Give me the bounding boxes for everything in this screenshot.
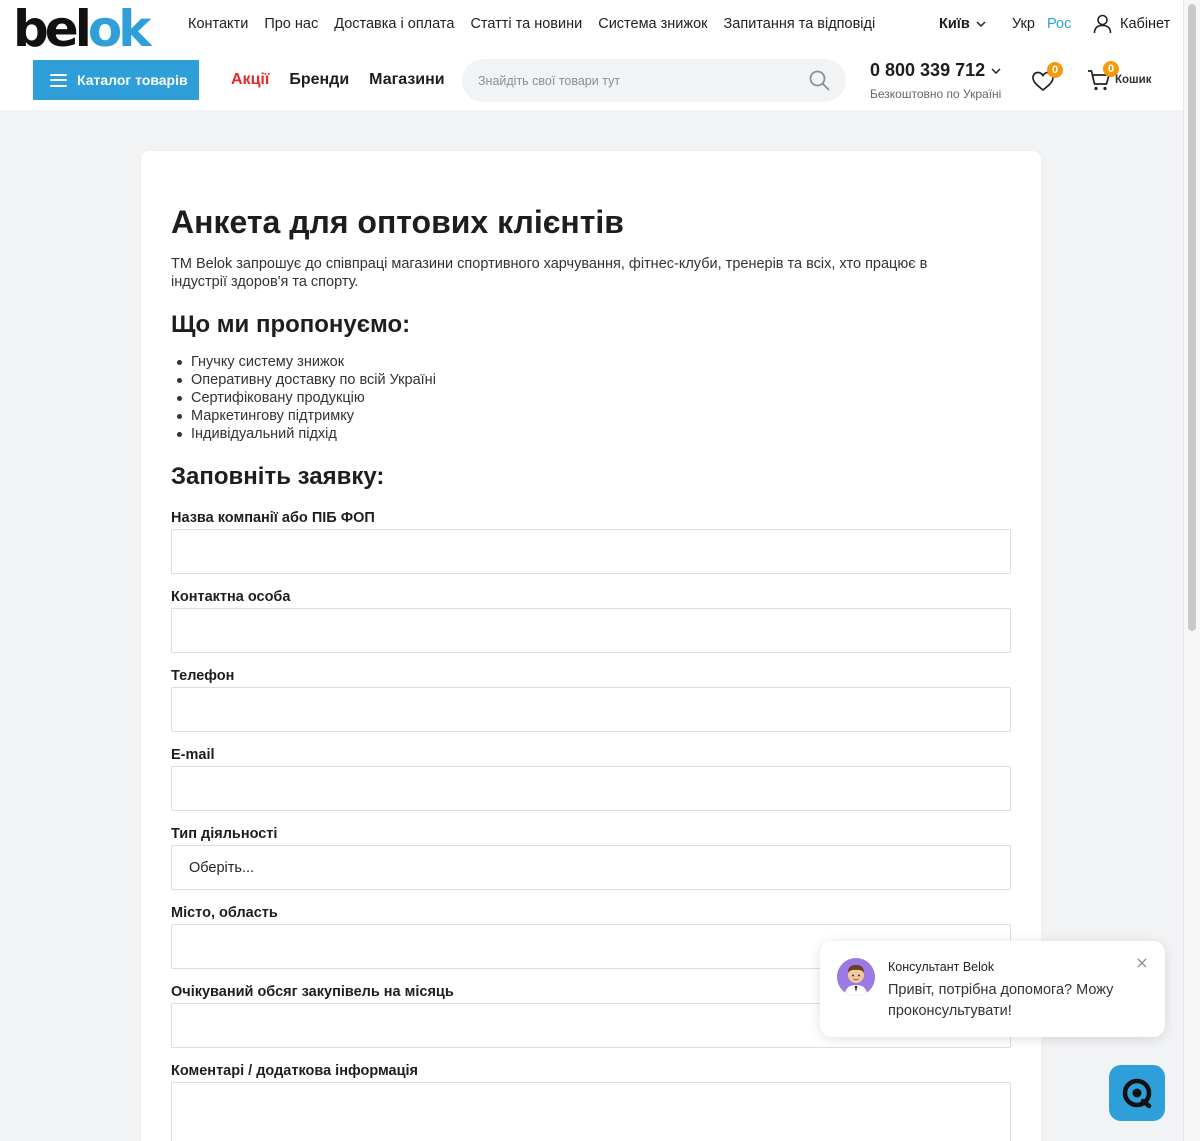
chat-icon xyxy=(1121,1077,1153,1109)
activity-type-select[interactable] xyxy=(171,845,1011,890)
wishlist-button[interactable] xyxy=(1031,64,1059,92)
intro-text: ТМ Belok запрошує до співпраці магазини спортивного харчування, фітнес-клуби, тренерів та всіх, хто працює в індустрії здоров'я та спорту. xyxy=(171,256,928,290)
comment-field[interactable] xyxy=(171,1082,1011,1141)
chat-consultant-name: Консультант Belok xyxy=(888,960,995,974)
top-nav xyxy=(188,16,875,32)
search-input[interactable] xyxy=(478,74,809,88)
main-nav xyxy=(231,71,445,89)
lang-ukr[interactable]: Укр xyxy=(1012,16,1035,32)
city-label: Київ xyxy=(939,16,970,32)
comment-label: Коментарі / додаткова інформація xyxy=(171,1063,418,1079)
contact-person-input[interactable] xyxy=(172,609,1010,652)
list-item: Маркетингову підтримку xyxy=(177,407,436,425)
top-nav-delivery[interactable]: Доставка і оплата xyxy=(334,16,455,32)
email-input[interactable] xyxy=(172,767,1010,810)
user-icon xyxy=(1093,14,1112,34)
language-switcher xyxy=(1012,16,1071,32)
purchase-volume-label: Очікуваний обсяг закупівель на місяць xyxy=(171,984,454,1000)
menu-icon xyxy=(50,74,67,87)
cabinet-link[interactable] xyxy=(1093,14,1170,34)
top-nav-articles[interactable]: Статті та новини xyxy=(470,16,583,32)
phone-label: Телефон xyxy=(171,668,235,684)
list-item: Оперативну доставку по всій Україні xyxy=(177,371,436,389)
search-bar xyxy=(462,59,846,102)
phone-field xyxy=(171,687,1011,732)
logo-text-bel: bel xyxy=(13,0,88,58)
list-item: Сертифіковану продукцію xyxy=(177,389,436,407)
chat-message: Привіт, потрібна допомога? Можу проконсультувати! xyxy=(888,982,1114,1019)
catalog-button-label: Каталог товарів xyxy=(77,72,188,88)
site-header xyxy=(0,0,1183,110)
list-item: Гнучку систему знижок xyxy=(177,353,436,371)
cart-button[interactable] xyxy=(1087,63,1152,91)
company-label: Назва компанії або ПІБ ФОП xyxy=(171,510,375,526)
consultant-avatar xyxy=(837,958,875,996)
wishlist-count-badge: 0 xyxy=(1047,62,1063,78)
top-nav-contacts[interactable]: Контакти xyxy=(188,16,249,32)
phone-block xyxy=(870,60,1001,101)
email-label: E-mail xyxy=(171,747,215,763)
logo-text-ok: ok xyxy=(87,0,148,58)
close-icon[interactable] xyxy=(1136,957,1148,969)
belok-logo[interactable] xyxy=(13,0,148,58)
city-region-label: Місто, область xyxy=(171,905,278,921)
nav-stores[interactable]: Магазини xyxy=(369,71,445,88)
form-heading: Заповніть заявку: xyxy=(171,463,385,490)
chat-launcher-button[interactable] xyxy=(1109,1065,1165,1121)
chat-popup[interactable] xyxy=(820,941,1165,1037)
page-title: Анкета для оптових клієнтів xyxy=(171,204,624,240)
nav-sale[interactable]: Акції xyxy=(231,71,270,88)
contact-person-field xyxy=(171,608,1011,653)
chevron-down-icon xyxy=(991,68,1001,74)
cabinet-label: Кабінет xyxy=(1120,16,1171,32)
city-selector[interactable] xyxy=(939,16,986,32)
nav-brands[interactable]: Бренди xyxy=(289,71,350,88)
email-field xyxy=(171,766,1011,811)
catalog-button[interactable] xyxy=(33,60,199,100)
top-nav-discounts[interactable]: Система знижок xyxy=(598,16,708,32)
offer-list xyxy=(177,353,436,443)
phone-input[interactable] xyxy=(172,688,1010,731)
cart-count-badge: 0 xyxy=(1103,61,1119,77)
company-input[interactable] xyxy=(172,530,1010,573)
search-icon[interactable] xyxy=(809,70,830,91)
activity-type-selected: Оберіть... xyxy=(189,859,255,876)
scrollbar-thumb[interactable] xyxy=(1188,4,1196,631)
activity-type-label: Тип діяльності xyxy=(171,826,278,842)
chevron-down-icon xyxy=(976,21,986,27)
cart-label: Кошик xyxy=(1115,74,1152,86)
top-nav-about[interactable]: Про нас xyxy=(264,16,319,32)
contact-person-label: Контактна особа xyxy=(171,589,291,605)
page-scrollbar[interactable] xyxy=(1183,0,1200,1141)
company-field xyxy=(171,529,1011,574)
top-nav-faq[interactable]: Запитання та відповіді xyxy=(723,16,876,32)
list-item: Індивідуальний підхід xyxy=(177,425,436,443)
offer-heading: Що ми пропонуємо: xyxy=(171,311,411,338)
phone-subtitle: Безкоштовно по Україні xyxy=(870,87,1002,101)
phone-number-text: 0 800 339 712 xyxy=(870,60,986,80)
phone-number[interactable] xyxy=(870,60,1001,81)
lang-rus[interactable]: Рос xyxy=(1046,16,1072,32)
